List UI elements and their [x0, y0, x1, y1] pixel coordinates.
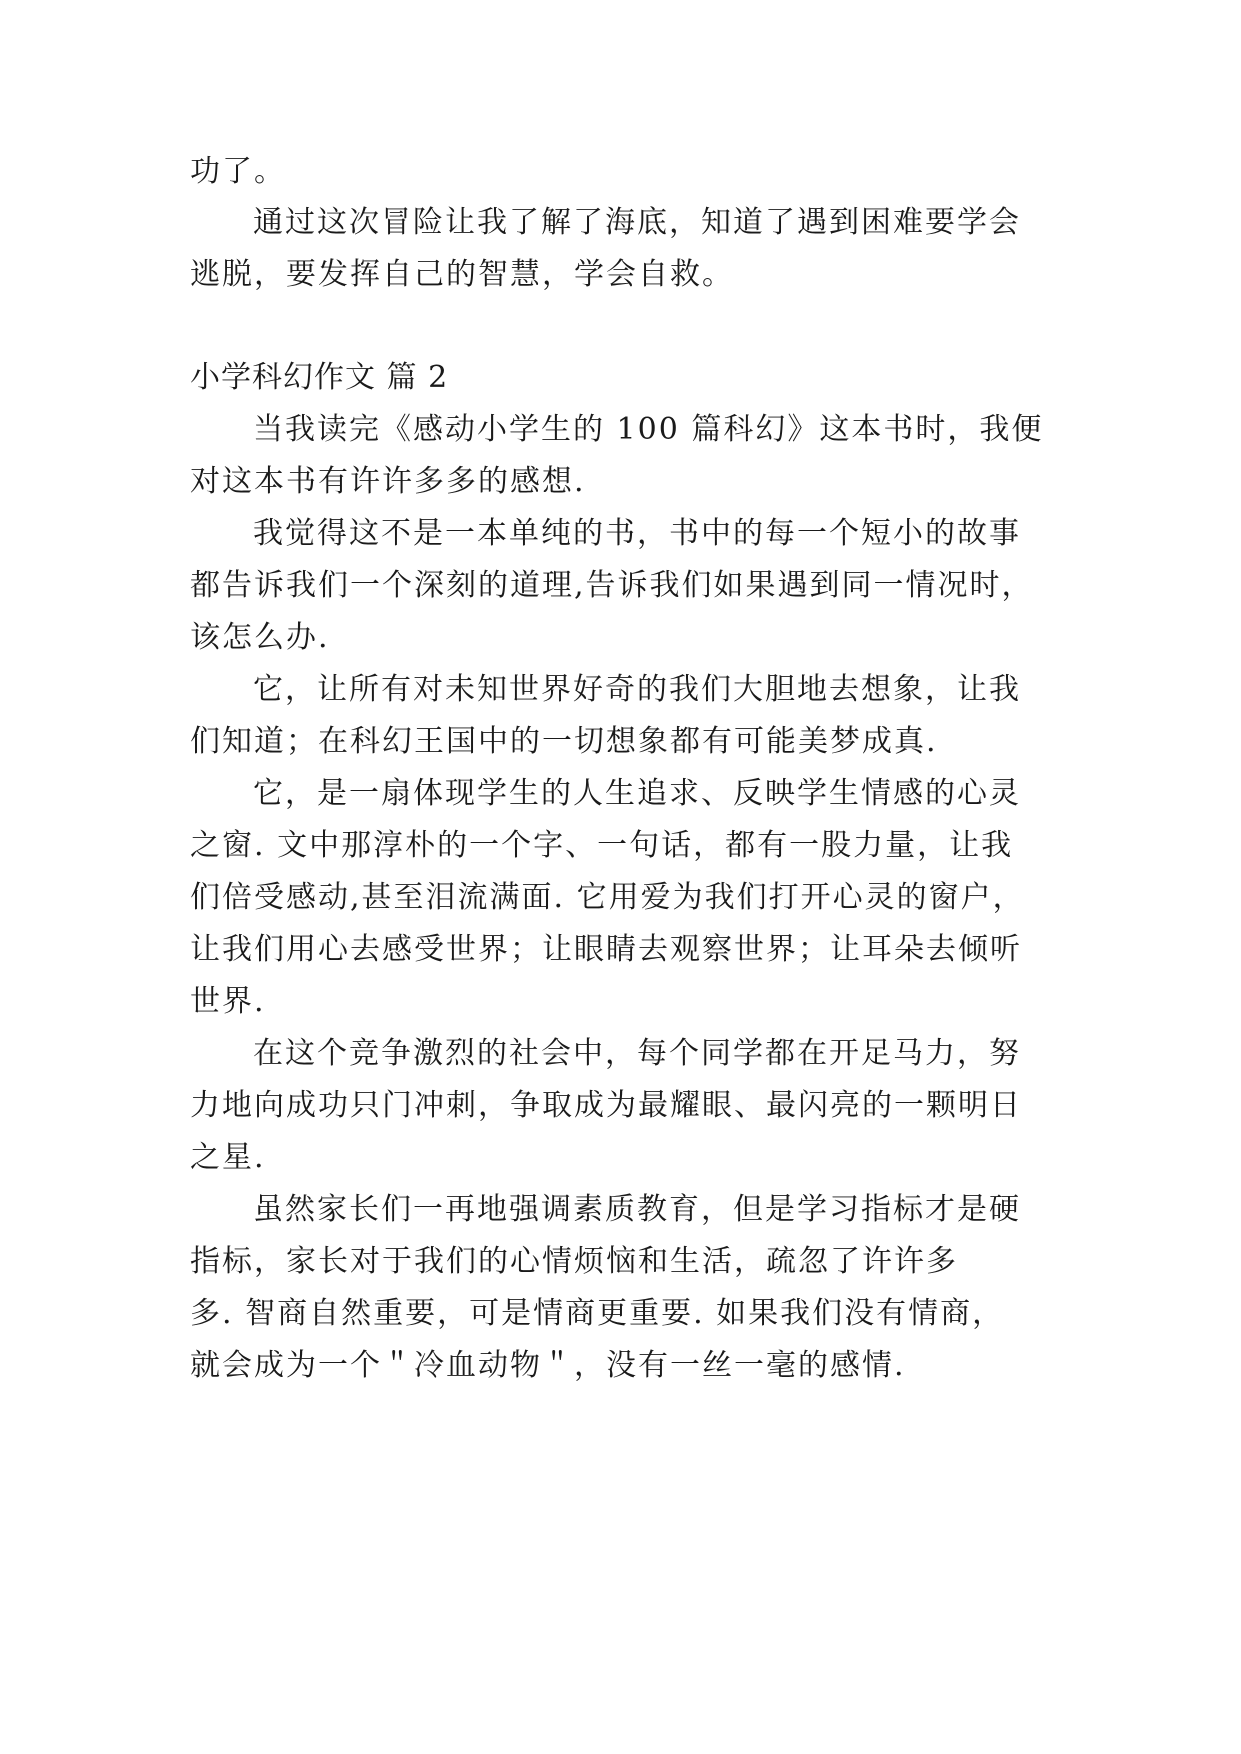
text-line: 让我们用心去感受世界；让眼睛去观察世界；让耳朵去倾听 — [190, 932, 1022, 967]
text-line: 力地向成功只门冲刺，争取成为最耀眼、最闪亮的一颗明日 — [190, 1088, 1022, 1123]
paragraph-first-line: 通过这次冒险让我了解了海底，知道了遇到困难要学会 — [253, 205, 1021, 240]
text-line: 们知道；在科幻王国中的一切想象都有可能美梦成真. — [190, 724, 938, 759]
paragraph-first-line: 在这个竞争激烈的社会中，每个同学都在开足马力，努 — [253, 1036, 1021, 1071]
paragraph-first-line: 虽然家长们一再地强调素质教育，但是学习指标才是硬 — [253, 1192, 1021, 1227]
section-heading: 小学科幻作文 篇 2 — [190, 360, 449, 395]
text-line: 都告诉我们一个深刻的道理,告诉我们如果遇到同一情况时， — [190, 568, 1034, 603]
text-line: 世界. — [190, 984, 266, 1019]
paragraph-first-line: 它，让所有对未知世界好奇的我们大胆地去想象，让我 — [253, 672, 1021, 707]
text-line: 多. 智商自然重要，可是情商更重要. 如果我们没有情商， — [190, 1296, 1005, 1331]
text-line: 逃脱，要发挥自己的智慧，学会自救。 — [190, 257, 734, 292]
text-line: 对这本书有许许多多的感想. — [190, 464, 586, 499]
text-line: 们倍受感动,甚至泪流满面. 它用爱为我们打开心灵的窗户， — [190, 880, 1025, 915]
paragraph-first-line: 当我读完《感动小学生的 100 篇科幻》这本书时，我便 — [253, 412, 1044, 447]
text-line: 之窗. 文中那淳朴的一个字、一句话，都有一股力量，让我 — [190, 828, 1014, 863]
text-line: 指标，家长对于我们的心情烦恼和生活，疏忽了许许多 — [190, 1244, 958, 1279]
text-line: 该怎么办. — [190, 620, 330, 655]
paragraph-first-line: 我觉得这不是一本单纯的书，书中的每一个短小的故事 — [253, 516, 1021, 551]
text-line: 功了。 — [190, 154, 286, 189]
text-line: 之星. — [190, 1140, 266, 1175]
paragraph-first-line: 它，是一扇体现学生的人生追求、反映学生情感的心灵 — [253, 776, 1021, 811]
text-line: 就会成为一个＂冷血动物＂，没有一丝一毫的感情. — [190, 1348, 906, 1383]
